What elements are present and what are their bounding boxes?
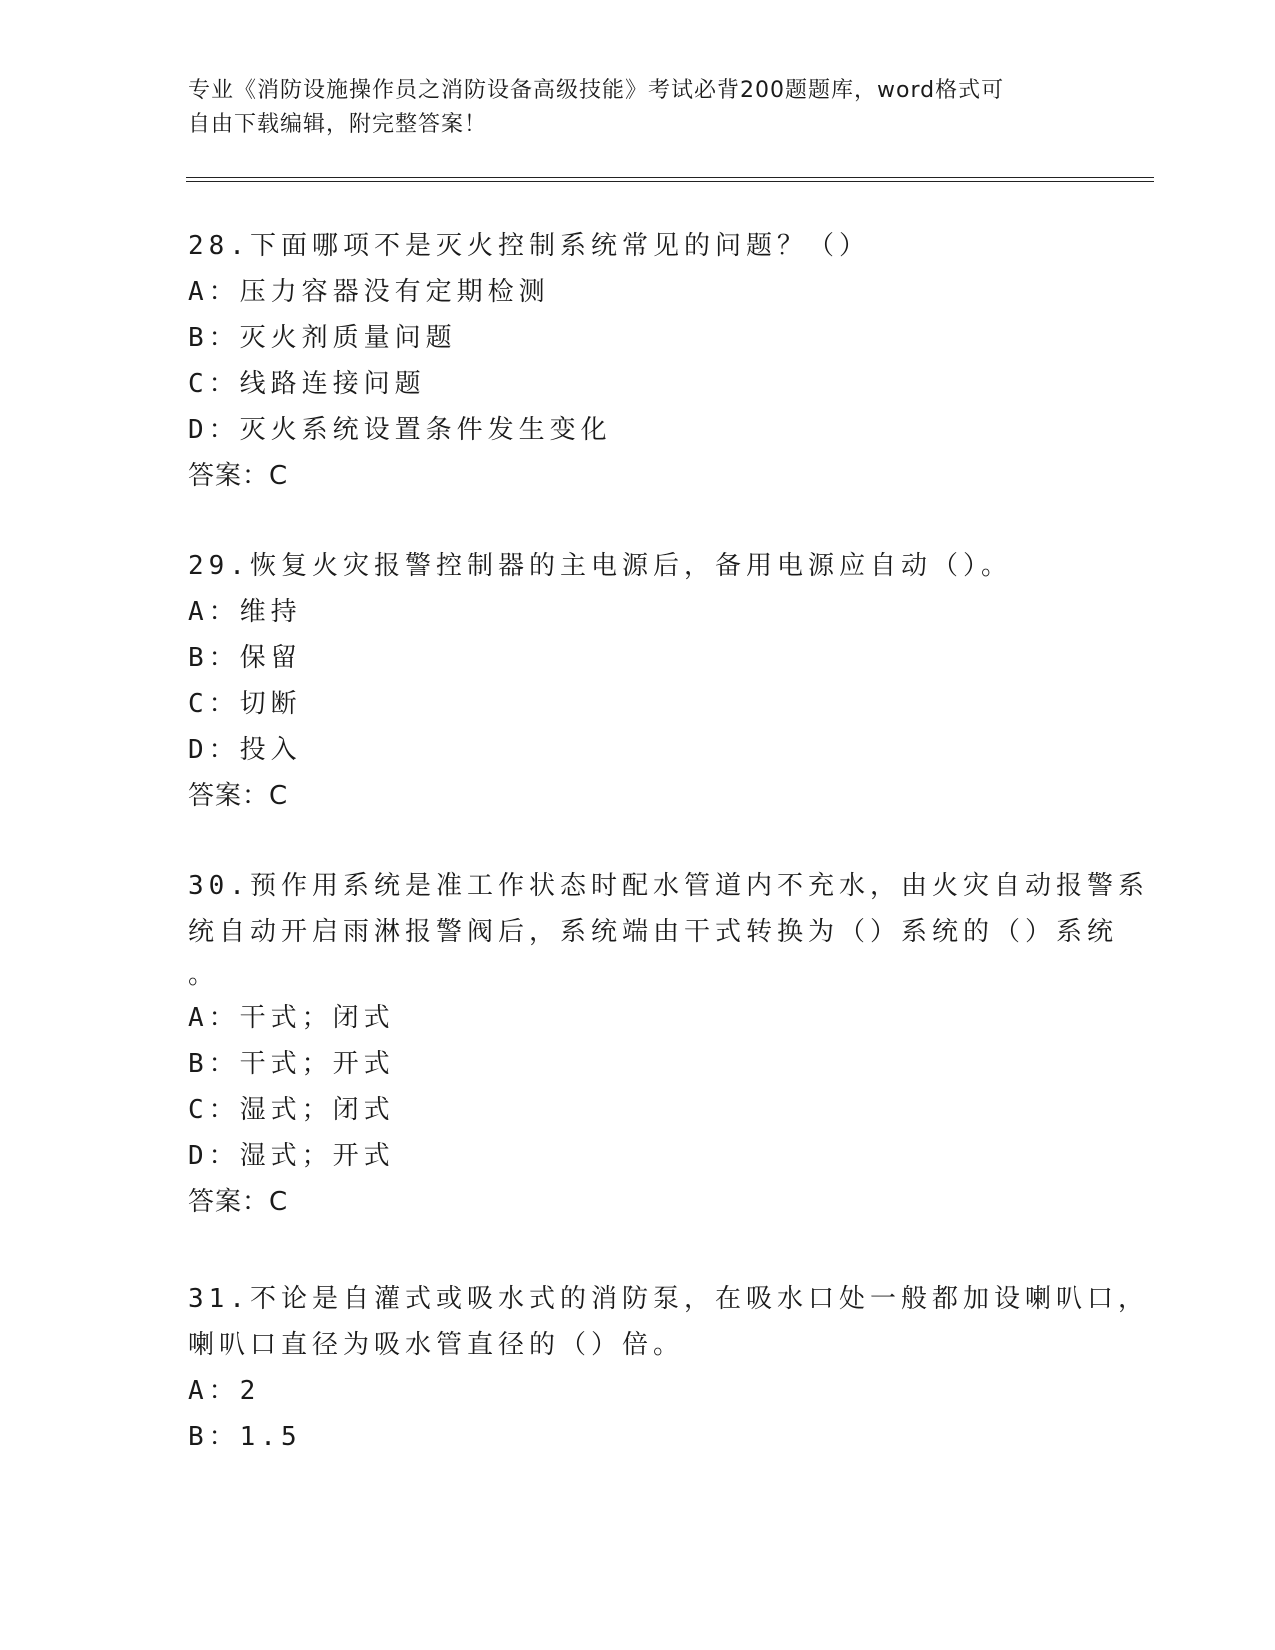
answer-label: 答案：C [188,781,289,811]
option-c: C：湿式；闭式 [188,1095,395,1125]
option-d: D：湿式；开式 [188,1141,395,1171]
option-b: B：干式；开式 [188,1049,395,1079]
option-a: A：2 [188,1376,261,1406]
question-28 [188,223,1088,499]
option-c: C：切断 [188,689,302,719]
header-divider-top [186,177,1154,178]
question-stem: 28.下面哪项不是灭火控制系统常见的问题？（） [188,231,870,261]
question-stem-line-2: 喇叭口直径为吸水管直径的（）倍。 [188,1330,685,1360]
answer-label: 答案：C [188,461,289,491]
question-29 [188,543,1088,819]
option-c: C：线路连接问题 [188,369,426,399]
option-d: D：灭火系统设置条件发生变化 [188,415,612,445]
option-b: B：保留 [188,643,302,673]
option-a: A：压力容器没有定期检测 [188,277,550,307]
question-31 [188,1276,1149,1460]
option-a: A：干式；闭式 [188,1003,395,1033]
question-stem: 29.恢复火灾报警控制器的主电源后，备用电源应自动（）。 [188,551,1012,581]
question-30 [188,863,1149,1225]
header-line-1: 专业《消防设施操作员之消防设备高级技能》考试必背200题题库，word格式可 [188,78,1005,103]
header-line-2: 自由下载编辑，附完整答案！ [188,112,488,137]
document-header [188,74,1088,142]
option-b: B：灭火剂质量问题 [188,323,457,353]
option-a: A：维持 [188,597,302,627]
question-stem-line-3: 。 [188,960,220,990]
answer-label: 答案：C [188,1187,289,1217]
question-stem-line-1: 30.预作用系统是准工作状态时配水管道内不充水，由火灾自动报警系 [188,871,1149,901]
question-stem-line-1: 31.不论是自灌式或吸水式的消防泵，在吸水口处一般都加设喇叭口， [188,1284,1149,1314]
option-d: D：投入 [188,735,302,765]
header-divider-bottom [186,181,1154,182]
option-b: B：1.5 [188,1422,302,1452]
question-stem-line-2: 统自动开启雨淋报警阀后，系统端由干式转换为（）系统的（）系统 [188,917,1119,947]
